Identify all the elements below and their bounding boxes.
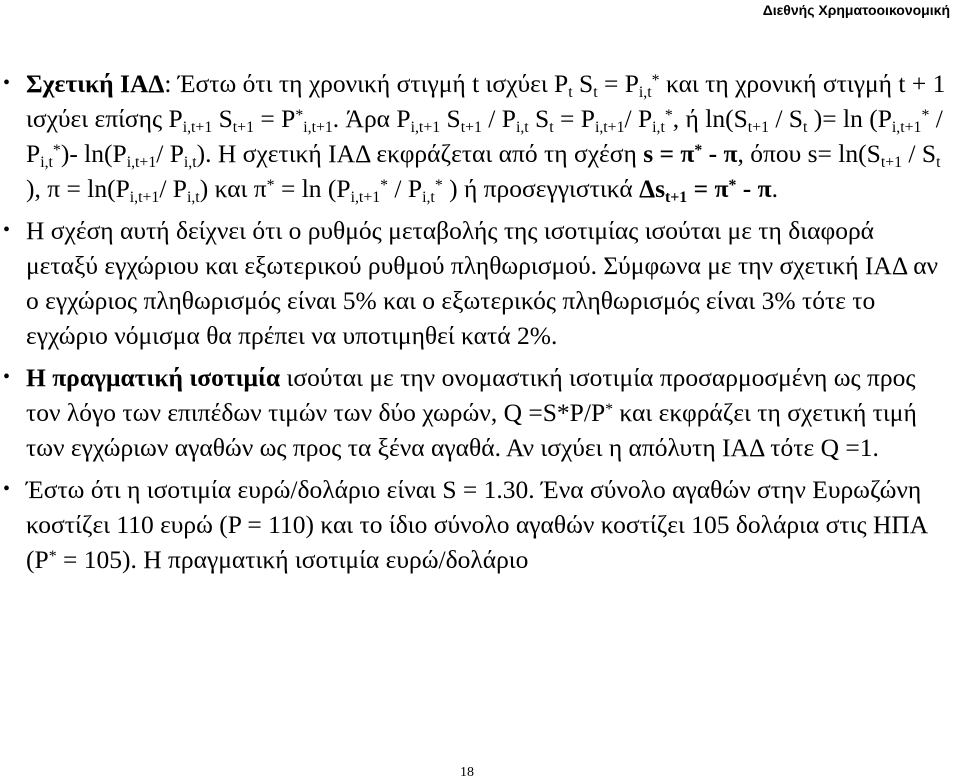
text-segment: = 105). Η πραγματική ισοτιμία ευρώ/δολάριο bbox=[56, 545, 529, 574]
text-segment: = ln (P bbox=[274, 174, 351, 203]
bullet-icon: • bbox=[3, 478, 11, 500]
bullet-item bbox=[0, 66, 960, 206]
subscript: t+1 bbox=[460, 119, 482, 137]
superscript: * bbox=[48, 547, 57, 565]
text-segment: )- ln(P bbox=[60, 139, 127, 168]
page-number: 18 bbox=[460, 765, 474, 780]
subscript: i,t+1 bbox=[129, 189, 160, 207]
subscript: i,t bbox=[40, 154, 53, 172]
text-segment: / S bbox=[768, 104, 803, 133]
subscript: i,t bbox=[638, 84, 652, 102]
superscript: * bbox=[295, 106, 304, 124]
bullet-icon: • bbox=[3, 72, 11, 94]
text-segment: : Έστω ότι τη χρονική στιγμή t ισχύει P bbox=[164, 69, 569, 98]
text-segment: S bbox=[528, 104, 550, 133]
text-segment: ) και π bbox=[199, 174, 267, 203]
subscript: i,t+1 bbox=[891, 119, 922, 137]
text-segment: = P bbox=[597, 69, 639, 98]
subscript: i,t bbox=[422, 189, 435, 207]
text-segment: = P bbox=[254, 104, 296, 133]
superscript: * bbox=[694, 141, 703, 159]
text-segment: = π bbox=[687, 174, 729, 203]
subscript: i,t+1 bbox=[410, 119, 441, 137]
subscript: t+1 bbox=[665, 189, 688, 207]
text-segment: Η πραγματική ισοτιμία bbox=[26, 363, 281, 392]
text-segment: ). Η σχετική ΙΑΔ εκφράζεται από τη σχέση bbox=[196, 139, 644, 168]
superscript: * bbox=[664, 106, 673, 124]
text-segment: = P bbox=[553, 104, 595, 133]
subscript: t+1 bbox=[880, 154, 903, 172]
text-segment: Έστω ότι η ισοτιμία ευρώ/δολάριο είναι S = 1.30. Ένα σύνολο αγαθών στην Ευρωζώνη κοστίζει 110 ευρώ (P = 110) και το ίδιο σύνολο αγαθών κοστίζει 105 δολάρια στις ΗΠΑ (P bbox=[26, 475, 927, 574]
text-segment: / P bbox=[388, 174, 423, 203]
superscript: * bbox=[52, 141, 61, 159]
page-header: Διεθνής Χρηματοοικονομική bbox=[762, 2, 950, 18]
subscript: i,t bbox=[515, 119, 529, 137]
bullet-icon: • bbox=[3, 366, 11, 388]
subscript: t+1 bbox=[232, 119, 254, 137]
superscript: * bbox=[266, 176, 275, 194]
subscript: i,t+1 bbox=[303, 119, 333, 137]
text-segment: )= ln (P bbox=[807, 104, 892, 133]
text-segment: . Άρα P bbox=[332, 104, 411, 133]
text-segment: ισούται με την ονομαστική ισοτιμία προσαρμοσμένη ως προς τον λόγο των επιπέδων τιμών των δύο χωρών, Q =S*P/P bbox=[26, 363, 916, 427]
text-segment: / S bbox=[902, 139, 937, 168]
text-segment: Η σχέση αυτή δείχνει ότι ο ρυθμός μεταβολής της ισοτιμίας ισούται με τη διαφορά μεταξύ εγχώριου και εξωτερικού ρυθμού πληθωρισμού. Σύμφωνα με την σχετική ΙΑΔ αν ο εγχώριος πληθωρισμός είναι 5% και ο εξωτερικός πληθωρισμός είναι 3% τότε το εγχώριο νόμισμα θα πρέπει να υποτιμηθεί κατά 2%. bbox=[26, 216, 939, 350]
subscript: i,t+1 bbox=[182, 119, 213, 137]
text-segment: / P bbox=[624, 104, 653, 133]
text-segment: S bbox=[572, 69, 594, 98]
text-segment: S bbox=[440, 104, 461, 133]
superscript: * bbox=[380, 176, 389, 194]
superscript: * bbox=[605, 400, 614, 418]
text-segment: / P bbox=[156, 139, 184, 168]
superscript: * bbox=[921, 106, 930, 124]
text-segment: Σχετική ΙΑΔ bbox=[26, 69, 165, 98]
subscript: t bbox=[549, 119, 554, 137]
superscript: * bbox=[728, 176, 737, 194]
text-segment: s = π bbox=[643, 139, 695, 168]
subscript: i,t+1 bbox=[594, 119, 625, 137]
text-segment: / P bbox=[26, 104, 943, 168]
superscript: * bbox=[434, 176, 443, 194]
text-segment: - π bbox=[736, 174, 772, 203]
subscript: i,t bbox=[183, 154, 197, 172]
subscript: t bbox=[803, 119, 808, 137]
bullet-item bbox=[0, 472, 960, 577]
text-segment: και εκφράζει τη σχετική τιμή των εγχώριων αγαθών ως προς τα ξένα αγαθά. Αν ισχύει η απόλυτη ΙΑΔ τότε Q =1. bbox=[26, 398, 917, 462]
text-segment: ), π = ln(P bbox=[26, 174, 130, 203]
superscript: * bbox=[651, 71, 660, 89]
text-segment: , ή ln(S bbox=[672, 104, 748, 133]
subscript: t bbox=[936, 154, 941, 172]
text-segment: Δs bbox=[639, 174, 666, 203]
bullet-item bbox=[0, 360, 960, 465]
subscript: t+1 bbox=[747, 119, 769, 137]
subscript: t bbox=[568, 84, 573, 102]
text-segment: ) ή προσεγγιστικά bbox=[442, 174, 640, 203]
subscript: i,t+1 bbox=[350, 189, 381, 207]
bullet-icon: • bbox=[3, 219, 11, 241]
bullet-list bbox=[0, 66, 960, 584]
text-segment: και τη χρονική στιγμή t + 1 ισχύει επίσης P bbox=[26, 69, 946, 133]
text-segment: . bbox=[771, 174, 778, 203]
subscript: i,t bbox=[186, 189, 200, 207]
text-segment: , όπου s= ln(S bbox=[737, 139, 881, 168]
text-segment: / P bbox=[159, 174, 187, 203]
bullet-item bbox=[0, 213, 960, 353]
subscript: t bbox=[593, 84, 598, 102]
text-segment: / P bbox=[481, 104, 516, 133]
subscript: i,t+1 bbox=[126, 154, 157, 172]
text-segment: S bbox=[212, 104, 233, 133]
subscript: i,t bbox=[652, 119, 665, 137]
text-segment: - π bbox=[702, 139, 738, 168]
